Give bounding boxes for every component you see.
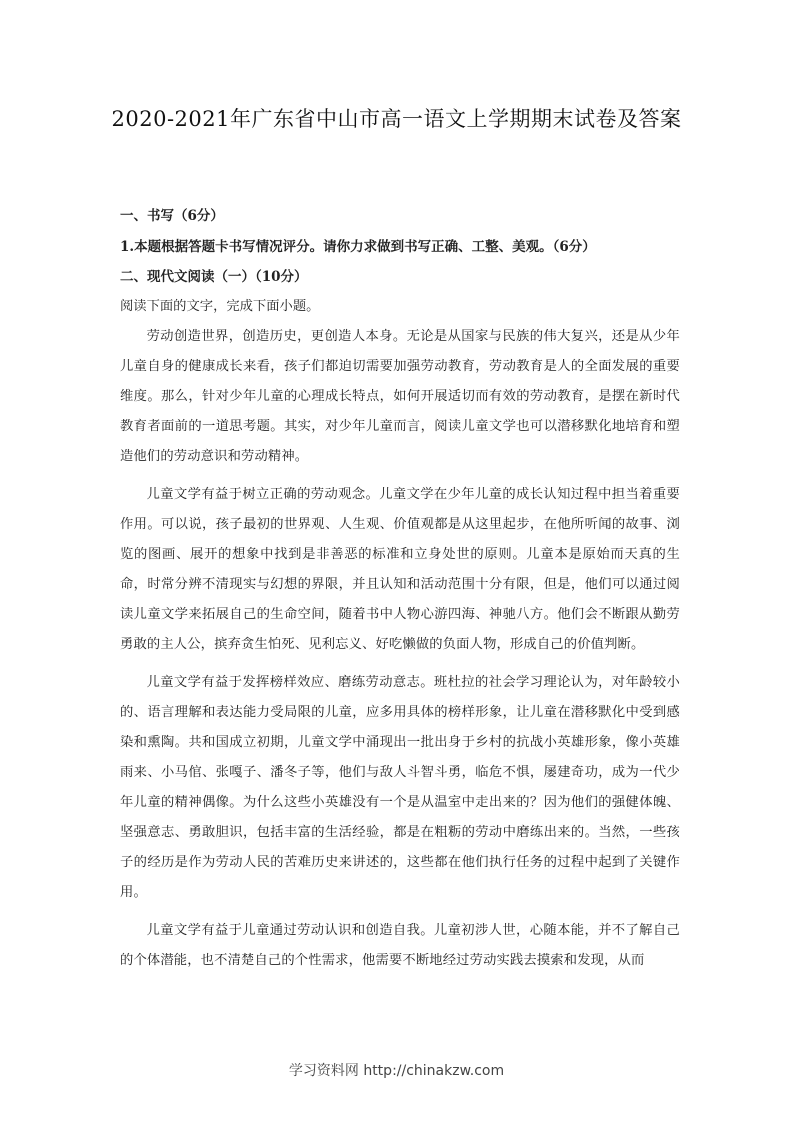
document-title: 2020-2021年广东省中山市高一语文上学期期末试卷及答案 <box>111 107 682 131</box>
page-footer: 学习资料网 http://chinakzw.com <box>288 1063 505 1079</box>
passage-paragraph-2: 儿童文学有益于树立正确的劳动观念。儿童文学在少年儿童的成长认知过程中担当着重要作用。可以说，孩子最初的世界观、人生观、价值观都是从这里起步，在他所听闻的故事、浏览的图画、展开的想象中找到是非善恶的标准和立身处世的原则。儿童本是原始而天真的生命，时常分辨不清现实与幻想的界限，并且认知和活动范围十分有限，但是，他们可以通过阅读儿童文学来拓展自己的生命空间，随着书中人物心游四海、神驰八方。他们会不断跟从勤劳勇敢的主人公，摈弃贪生怕死、见利忘义、好吃懒做的负面人物，形成自己的价值判断。 <box>120 487 680 652</box>
passage-paragraph-3: 儿童文学有益于发挥榜样效应、磨练劳动意志。班杜拉的社会学习理论认为，对年龄较小的、语言理解和表达能力受局限的儿童，应多用具体的榜样形象，让儿童在潜移默化中受到感染和熏陶。共和国成立初期，儿童文学中涌现出一批出身于乡村的抗战小英雄形象，像小英雄雨来、小马倌、张嘎子、潘冬子等，他们与敌人斗智斗勇，临危不惧，屡建奇功，成为一代少年儿童的精神偶像。为什么这些小英雄没有一个是从温室中走出来的？因为他们的强健体魄、坚强意志、勇敢胆识，包括丰富的生活经验，都是在粗粝的劳动中磨练出来的。当然，一些孩子的经历是作为劳动人民的苦难历史来讲述的，这些都在他们执行任务的过程中起到了关键作用。 <box>120 675 680 900</box>
section-heading-writing: 一、书写（6分） <box>120 208 224 224</box>
document-body <box>120 202 680 976</box>
passage-paragraph-4: 儿童文学有益于儿童通过劳动认识和创造自我。儿童初涉人世，心随本能，并不了解自己的个体潜能，也不清楚自己的个性需求，他需要不断地经过劳动实践去摸索和发现，从而 <box>120 923 680 968</box>
reading-instruction: 阅读下面的文字，完成下面小题。 <box>120 299 320 314</box>
passage-paragraph-1: 劳动创造世界，创造历史，更创造人本身。无论是从国家与民族的伟大复兴，还是从少年儿童自身的健康成长来看，孩子们都迫切需要加强劳动教育，劳动教育是人的全面发展的重要维度。那么，针对少年儿童的心理成长特点，如何开展适切而有效的劳动教育，是摆在新时代教育者面前的一道思考题。其实，对少年儿童而言，阅读儿童文学也可以潜移默化地培育和塑造他们的劳动意识和劳动精神。 <box>120 329 680 464</box>
question-1-text: 1.本题根据答题卡书写情况评分。请你力求做到书写正确、工整、美观。（6分） <box>120 239 596 255</box>
section-heading-reading: 二、现代文阅读（一）（10分） <box>120 269 308 285</box>
